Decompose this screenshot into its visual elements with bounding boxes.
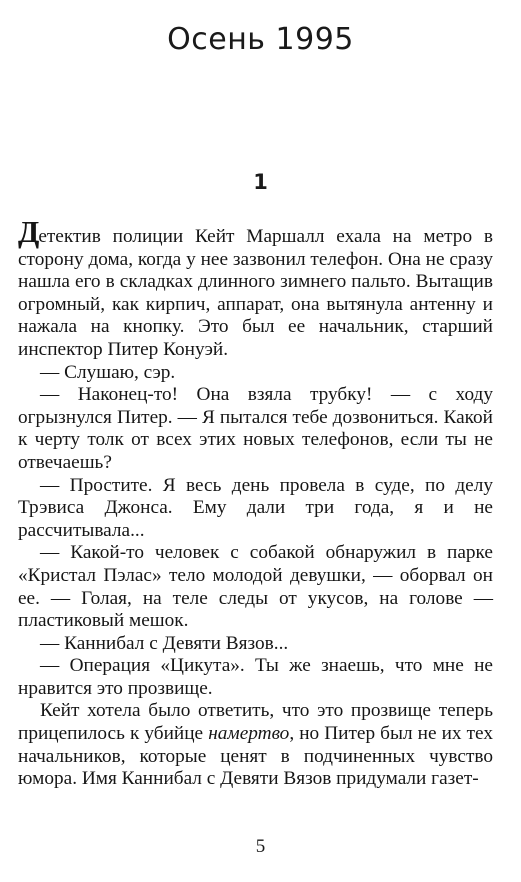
paragraph-text: Кейт хотела было ответить, что это прозвище теперь прицепилось к убийце bbox=[18, 700, 493, 745]
paragraph: — Наконец-то! Она взяла трубку! — с ходу огрызнулся Питер. — Я пытался тебе дозвониться. Какой к черту толк от всех этих новых телефонов, если ты не отвечаешь? bbox=[18, 384, 493, 473]
emphasis-text: намертво bbox=[208, 723, 290, 745]
paragraph: — Слушаю, сэр. bbox=[40, 361, 176, 383]
paragraph: — Простите. Я весь день провела в суде, по делу Трэвиса Джонса. Ему дали три года, я и не рассчитывала... bbox=[18, 474, 493, 541]
paragraph-text: , но Питер был не их тех начальников, которые ценят в подчиненных чувство юмора. Имя Каннибал с Девяти Вязов придумали газет- bbox=[18, 723, 493, 790]
paragraph: — Какой-то человек с собакой обнаружил в парке «Кристал Пэлас» тело молодой девушки, — оборвал он ее. — Голая, на теле следы от укусов, на голове — пластиковый мешок. bbox=[18, 542, 493, 632]
part-title: Осень 1995 bbox=[167, 22, 354, 57]
chapter-body bbox=[18, 214, 493, 791]
page-number: 5 bbox=[255, 836, 266, 857]
paragraph: — Каннибал с Девяти Вязов... bbox=[40, 632, 289, 654]
chapter-number: 1 bbox=[253, 170, 268, 194]
drop-cap: Д bbox=[18, 214, 39, 249]
paragraph: — Операция «Цикута». Ты же знаешь, что мне не нравится это прозвище. bbox=[18, 655, 493, 699]
paragraph bbox=[18, 700, 493, 790]
paragraph-text: етектив полиции Кейт Маршалл ехала на метро в сторону дома, когда у нее зазвонил телефон. Она не сразу нашла его в складках длинного зимнего пальто. Вытащив огромный, как кирпич, аппарат, она вытянула антенну и нажала на кнопку. Это был ее начальник, старший инспектор Питер Конуэй. bbox=[18, 226, 493, 360]
paragraph bbox=[18, 214, 493, 362]
